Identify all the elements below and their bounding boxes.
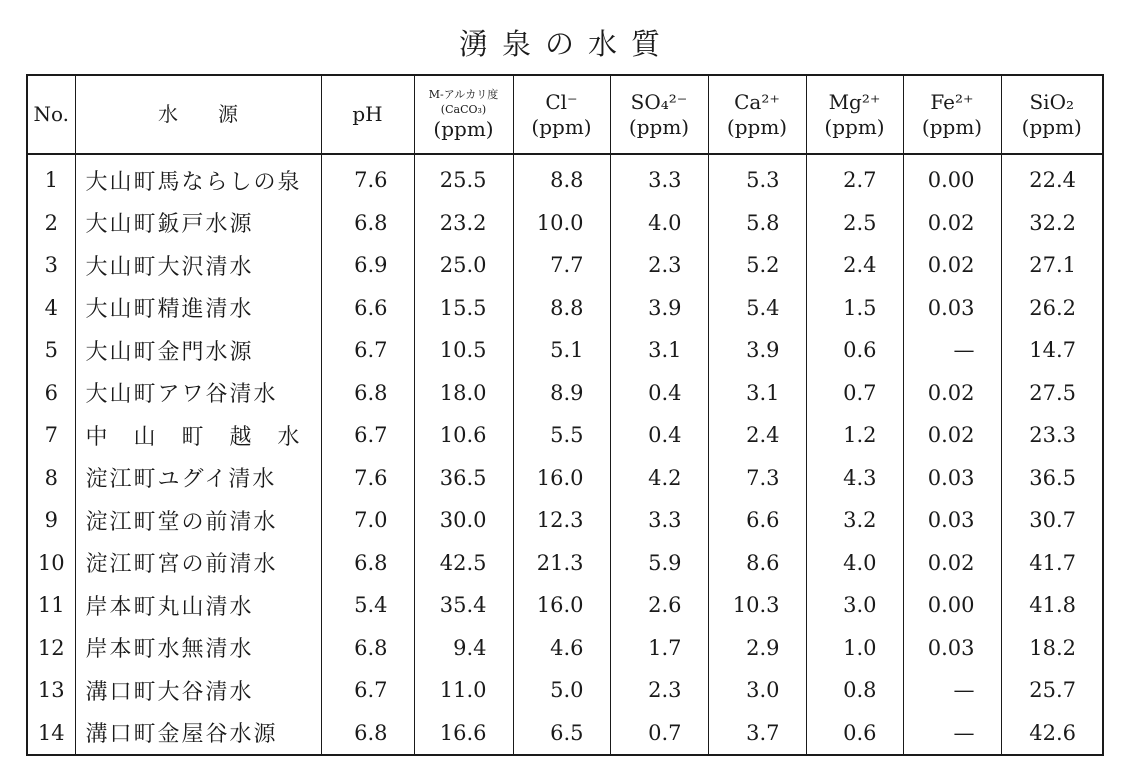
- cell-ph: 5.4: [321, 584, 414, 627]
- cell-ca: 3.9: [708, 329, 806, 372]
- cell-alkalinity: 16.6: [414, 712, 513, 756]
- cell-mg: 2.5: [806, 202, 903, 245]
- cell-cl: 16.0: [513, 584, 610, 627]
- header-fe: Fe²⁺ (ppm): [903, 75, 1001, 154]
- water-quality-table: [26, 74, 1104, 756]
- cell-cl: 5.0: [513, 669, 610, 712]
- cell-sio2: 27.5: [1001, 372, 1103, 415]
- table-row: [27, 414, 1103, 457]
- cell-ph: 6.8: [321, 627, 414, 670]
- table-row: [27, 542, 1103, 585]
- cell-ca: 2.4: [708, 414, 806, 457]
- cell-source: 大山町アワ谷清水: [75, 372, 321, 415]
- cell-so4: 3.3: [610, 499, 708, 542]
- cell-cl: 8.8: [513, 287, 610, 330]
- cell-so4: 0.4: [610, 414, 708, 457]
- cell-ph: 6.7: [321, 669, 414, 712]
- cell-cl: 12.3: [513, 499, 610, 542]
- cell-ph: 6.8: [321, 712, 414, 756]
- cell-cl: 8.8: [513, 154, 610, 202]
- cell-so4: 0.4: [610, 372, 708, 415]
- cell-ca: 6.6: [708, 499, 806, 542]
- cell-alkalinity: 15.5: [414, 287, 513, 330]
- cell-source: 淀江町ユグイ清水: [75, 457, 321, 500]
- cell-no: 4: [27, 287, 75, 330]
- cell-sio2: 27.1: [1001, 244, 1103, 287]
- cell-no: 5: [27, 329, 75, 372]
- cell-cl: 4.6: [513, 627, 610, 670]
- cell-so4: 4.2: [610, 457, 708, 500]
- table-header-row: [27, 75, 1103, 154]
- cell-sio2: 14.7: [1001, 329, 1103, 372]
- cell-no: 1: [27, 154, 75, 202]
- cell-ph: 6.9: [321, 244, 414, 287]
- cell-mg: 4.0: [806, 542, 903, 585]
- cell-ph: 6.7: [321, 414, 414, 457]
- cell-alkalinity: 10.5: [414, 329, 513, 372]
- cell-cl: 6.5: [513, 712, 610, 756]
- table-row: [27, 372, 1103, 415]
- cell-fe: 0.02: [903, 542, 1001, 585]
- cell-source: 岸本町丸山清水: [75, 584, 321, 627]
- cell-fe: 0.02: [903, 244, 1001, 287]
- table-row: [27, 584, 1103, 627]
- table-row: [27, 202, 1103, 245]
- header-alkalinity: [414, 75, 513, 154]
- cell-ca: 10.3: [708, 584, 806, 627]
- cell-so4: 2.3: [610, 244, 708, 287]
- cell-ca: 3.0: [708, 669, 806, 712]
- cell-sio2: 30.7: [1001, 499, 1103, 542]
- cell-alkalinity: 25.0: [414, 244, 513, 287]
- cell-source: 大山町馬ならしの泉: [75, 154, 321, 202]
- cell-cl: 8.9: [513, 372, 610, 415]
- cell-no: 11: [27, 584, 75, 627]
- table-row: [27, 244, 1103, 287]
- cell-fe: —: [903, 669, 1001, 712]
- cell-alkalinity: 23.2: [414, 202, 513, 245]
- cell-mg: 3.2: [806, 499, 903, 542]
- cell-no: 3: [27, 244, 75, 287]
- page-title: 湧泉の水質: [458, 27, 674, 61]
- cell-ca: 3.1: [708, 372, 806, 415]
- cell-cl: 5.5: [513, 414, 610, 457]
- cell-alkalinity: 36.5: [414, 457, 513, 500]
- cell-alkalinity: 42.5: [414, 542, 513, 585]
- cell-ph: 6.8: [321, 202, 414, 245]
- cell-source: 大山町精進清水: [75, 287, 321, 330]
- cell-mg: 1.2: [806, 414, 903, 457]
- header-no: No.: [27, 75, 75, 154]
- cell-mg: 0.7: [806, 372, 903, 415]
- header-ca: Ca²⁺ (ppm): [708, 75, 806, 154]
- cell-mg: 4.3: [806, 457, 903, 500]
- cell-no: 7: [27, 414, 75, 457]
- cell-cl: 7.7: [513, 244, 610, 287]
- header-alkalinity-sub: (CaCO₃): [440, 103, 487, 116]
- cell-fe: —: [903, 712, 1001, 756]
- cell-ph: 7.6: [321, 154, 414, 202]
- cell-cl: 16.0: [513, 457, 610, 500]
- cell-no: 13: [27, 669, 75, 712]
- cell-mg: 2.4: [806, 244, 903, 287]
- cell-no: 2: [27, 202, 75, 245]
- cell-alkalinity: 30.0: [414, 499, 513, 542]
- cell-ca: 5.2: [708, 244, 806, 287]
- cell-ca: 8.6: [708, 542, 806, 585]
- cell-fe: 0.03: [903, 287, 1001, 330]
- cell-so4: 3.3: [610, 154, 708, 202]
- cell-ca: 3.7: [708, 712, 806, 756]
- cell-fe: 0.03: [903, 499, 1001, 542]
- cell-so4: 0.7: [610, 712, 708, 756]
- table-row: [27, 154, 1103, 202]
- cell-so4: 1.7: [610, 627, 708, 670]
- cell-so4: 4.0: [610, 202, 708, 245]
- cell-cl: 10.0: [513, 202, 610, 245]
- cell-no: 8: [27, 457, 75, 500]
- cell-ph: 6.7: [321, 329, 414, 372]
- cell-sio2: 25.7: [1001, 669, 1103, 712]
- table-row: [27, 712, 1103, 756]
- cell-fe: 0.03: [903, 457, 1001, 500]
- cell-ph: 6.6: [321, 287, 414, 330]
- cell-so4: 2.6: [610, 584, 708, 627]
- cell-mg: 2.7: [806, 154, 903, 202]
- cell-source: 大山町鈑戸水源: [75, 202, 321, 245]
- cell-no: 14: [27, 712, 75, 756]
- cell-ph: 7.0: [321, 499, 414, 542]
- cell-fe: 0.02: [903, 414, 1001, 457]
- cell-fe: 0.00: [903, 584, 1001, 627]
- cell-source: 岸本町水無清水: [75, 627, 321, 670]
- header-alkalinity-label: M-アルカリ度: [428, 87, 499, 101]
- cell-sio2: 41.8: [1001, 584, 1103, 627]
- cell-sio2: 26.2: [1001, 287, 1103, 330]
- cell-alkalinity: 10.6: [414, 414, 513, 457]
- cell-so4: 3.1: [610, 329, 708, 372]
- cell-sio2: 36.5: [1001, 457, 1103, 500]
- cell-so4: 5.9: [610, 542, 708, 585]
- cell-no: 10: [27, 542, 75, 585]
- cell-source: 大山町金門水源: [75, 329, 321, 372]
- table-body: [27, 154, 1103, 755]
- cell-sio2: 22.4: [1001, 154, 1103, 202]
- cell-alkalinity: 11.0: [414, 669, 513, 712]
- cell-alkalinity: 18.0: [414, 372, 513, 415]
- cell-sio2: 18.2: [1001, 627, 1103, 670]
- cell-mg: 3.0: [806, 584, 903, 627]
- cell-cl: 21.3: [513, 542, 610, 585]
- cell-source: 大山町大沢清水: [75, 244, 321, 287]
- header-mg: Mg²⁺ (ppm): [806, 75, 903, 154]
- table-row: [27, 627, 1103, 670]
- cell-mg: 1.0: [806, 627, 903, 670]
- cell-ca: 7.3: [708, 457, 806, 500]
- cell-sio2: 23.3: [1001, 414, 1103, 457]
- table-row: [27, 287, 1103, 330]
- cell-ca: 2.9: [708, 627, 806, 670]
- header-sio2: SiO₂ (ppm): [1001, 75, 1103, 154]
- cell-no: 9: [27, 499, 75, 542]
- table-row: [27, 499, 1103, 542]
- cell-mg: 1.5: [806, 287, 903, 330]
- header-source: 水 源: [75, 75, 321, 154]
- cell-ph: 6.8: [321, 542, 414, 585]
- cell-so4: 3.9: [610, 287, 708, 330]
- header-alkalinity-unit: (ppm): [433, 117, 494, 142]
- cell-ca: 5.8: [708, 202, 806, 245]
- cell-mg: 0.6: [806, 712, 903, 756]
- cell-source: 溝口町金屋谷水源: [75, 712, 321, 756]
- cell-alkalinity: 9.4: [414, 627, 513, 670]
- cell-ca: 5.3: [708, 154, 806, 202]
- cell-no: 6: [27, 372, 75, 415]
- cell-alkalinity: 25.5: [414, 154, 513, 202]
- header-ph: pH: [321, 75, 414, 154]
- cell-fe: 0.02: [903, 372, 1001, 415]
- cell-fe: —: [903, 329, 1001, 372]
- cell-sio2: 41.7: [1001, 542, 1103, 585]
- cell-sio2: 42.6: [1001, 712, 1103, 756]
- cell-no: 12: [27, 627, 75, 670]
- table-row: [27, 329, 1103, 372]
- table-row: [27, 457, 1103, 500]
- cell-ph: 7.6: [321, 457, 414, 500]
- cell-source: 淀江町宮の前清水: [75, 542, 321, 585]
- cell-ph: 6.8: [321, 372, 414, 415]
- cell-mg: 0.8: [806, 669, 903, 712]
- cell-mg: 0.6: [806, 329, 903, 372]
- cell-source: 中 山 町 越 水: [75, 414, 321, 457]
- cell-fe: 0.00: [903, 154, 1001, 202]
- cell-so4: 2.3: [610, 669, 708, 712]
- header-so4: SO₄²⁻ (ppm): [610, 75, 708, 154]
- table-row: [27, 669, 1103, 712]
- cell-cl: 5.1: [513, 329, 610, 372]
- cell-alkalinity: 35.4: [414, 584, 513, 627]
- cell-source: 溝口町大谷清水: [75, 669, 321, 712]
- cell-sio2: 32.2: [1001, 202, 1103, 245]
- header-cl: Cl⁻ (ppm): [513, 75, 610, 154]
- cell-fe: 0.02: [903, 202, 1001, 245]
- cell-fe: 0.03: [903, 627, 1001, 670]
- cell-source: 淀江町堂の前清水: [75, 499, 321, 542]
- cell-ca: 5.4: [708, 287, 806, 330]
